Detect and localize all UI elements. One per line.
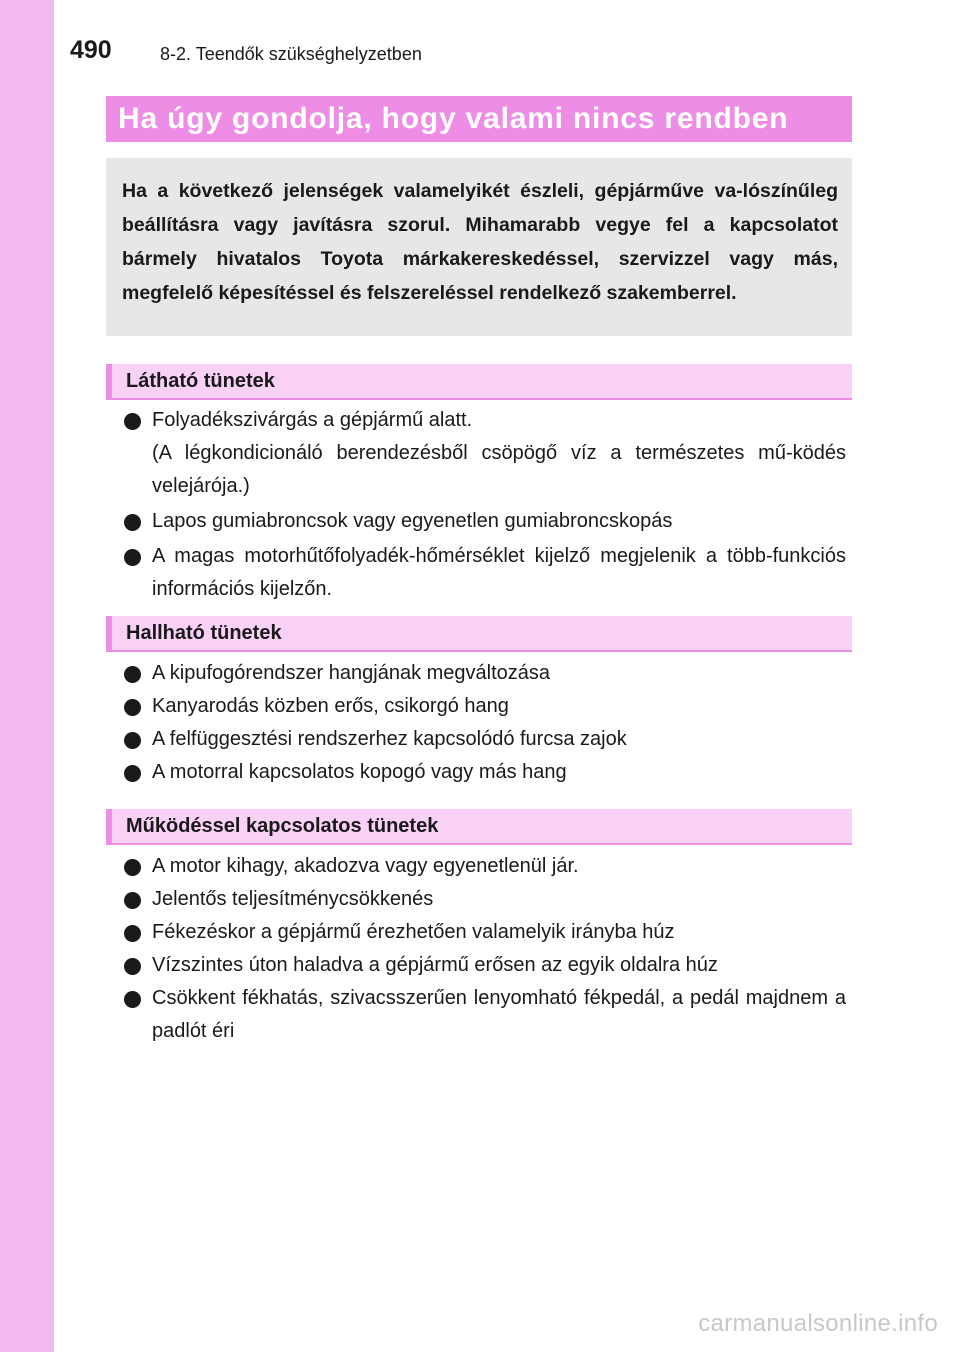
list-item-text: A motorral kapcsolatos kopogó vagy más hang	[152, 761, 567, 783]
visible-symptoms-list	[124, 404, 846, 606]
section-heading-operational-symptoms: Működéssel kapcsolatos tünetek	[106, 809, 852, 845]
list-item-text: A kipufogórendszer hangjának megváltozása	[152, 662, 551, 684]
list-item	[124, 723, 846, 756]
list-item-text: Csökkent fékhatás, szivacsszerűen lenyomható fékpedál, a pedál majdnem a padlót éri	[152, 987, 846, 1042]
list-item	[124, 540, 846, 606]
list-item	[124, 850, 846, 883]
list-item-text: Folyadékszivárgás a gépjármű alatt.	[152, 409, 473, 431]
list-item-text: Lapos gumiabroncsok vagy egyenetlen gumiabroncskopás	[152, 510, 673, 532]
list-item	[124, 982, 846, 1048]
bullet-icon	[124, 925, 141, 942]
bullet-icon	[124, 549, 141, 566]
list-item-text: Fékezéskor a gépjármű érezhetően valamelyik irányba húz	[152, 921, 675, 943]
bullet-icon	[124, 765, 141, 782]
audible-symptoms-list	[124, 657, 846, 789]
list-item-text: Vízszintes úton haladva a gépjármű erősen az egyik oldalra húz	[152, 954, 718, 976]
chapter-title: 8-2. Teendők szükséghelyzetben	[160, 44, 422, 64]
list-item-text: A felfüggesztési rendszerhez kapcsolódó furcsa zajok	[152, 728, 627, 750]
bullet-icon	[124, 991, 141, 1008]
main-heading: Ha úgy gondolja, hogy valami nincs rendben	[106, 96, 852, 142]
list-item-text: A magas motorhűtőfolyadék-hőmérséklet kijelző megjelenik a több-funkciós információs kijelzőn.	[152, 545, 846, 600]
list-item	[124, 690, 846, 723]
bullet-icon	[124, 732, 141, 749]
operational-symptoms-list	[124, 850, 846, 1048]
list-item-text: Kanyarodás közben erős, csikorgó hang	[152, 695, 509, 717]
bullet-icon	[124, 699, 141, 716]
bullet-icon	[124, 892, 141, 909]
list-item	[124, 916, 846, 949]
page-number: 490	[70, 36, 112, 64]
bullet-icon	[124, 666, 141, 683]
list-item	[124, 883, 846, 916]
list-item	[124, 404, 846, 503]
list-item	[124, 505, 846, 538]
bullet-icon	[124, 514, 141, 531]
list-item-note: (A légkondicionáló berendezésből csöpögő víz a természetes mű-ködés velejárója.)	[152, 442, 846, 497]
watermark: carmanualsonline.info	[698, 1310, 938, 1337]
list-item-text: A motor kihagy, akadozva vagy egyenetlenül jár.	[152, 855, 579, 877]
list-item	[124, 657, 846, 690]
intro-box: Ha a következő jelenségek valamelyikét észleli, gépjárműve va-lószínűleg beállításra vagy javításra szorul. Mihamarabb vegye fel a kapcsolatot bármely hivatalos Toyota márkakereskedéssel, szervizzel vagy más, megfelelő képesítéssel és felszereléssel rendelkező szakemberrel.	[106, 158, 852, 336]
list-item-text: Jelentős teljesítménycsökkenés	[152, 888, 434, 910]
bullet-icon	[124, 413, 141, 430]
bullet-icon	[124, 859, 141, 876]
bullet-icon	[124, 958, 141, 975]
side-tab-strip	[0, 0, 54, 1352]
section-heading-audible-symptoms: Hallható tünetek	[106, 616, 852, 652]
list-item	[124, 949, 846, 982]
section-heading-visible-symptoms: Látható tünetek	[106, 364, 852, 400]
list-item	[124, 756, 846, 789]
